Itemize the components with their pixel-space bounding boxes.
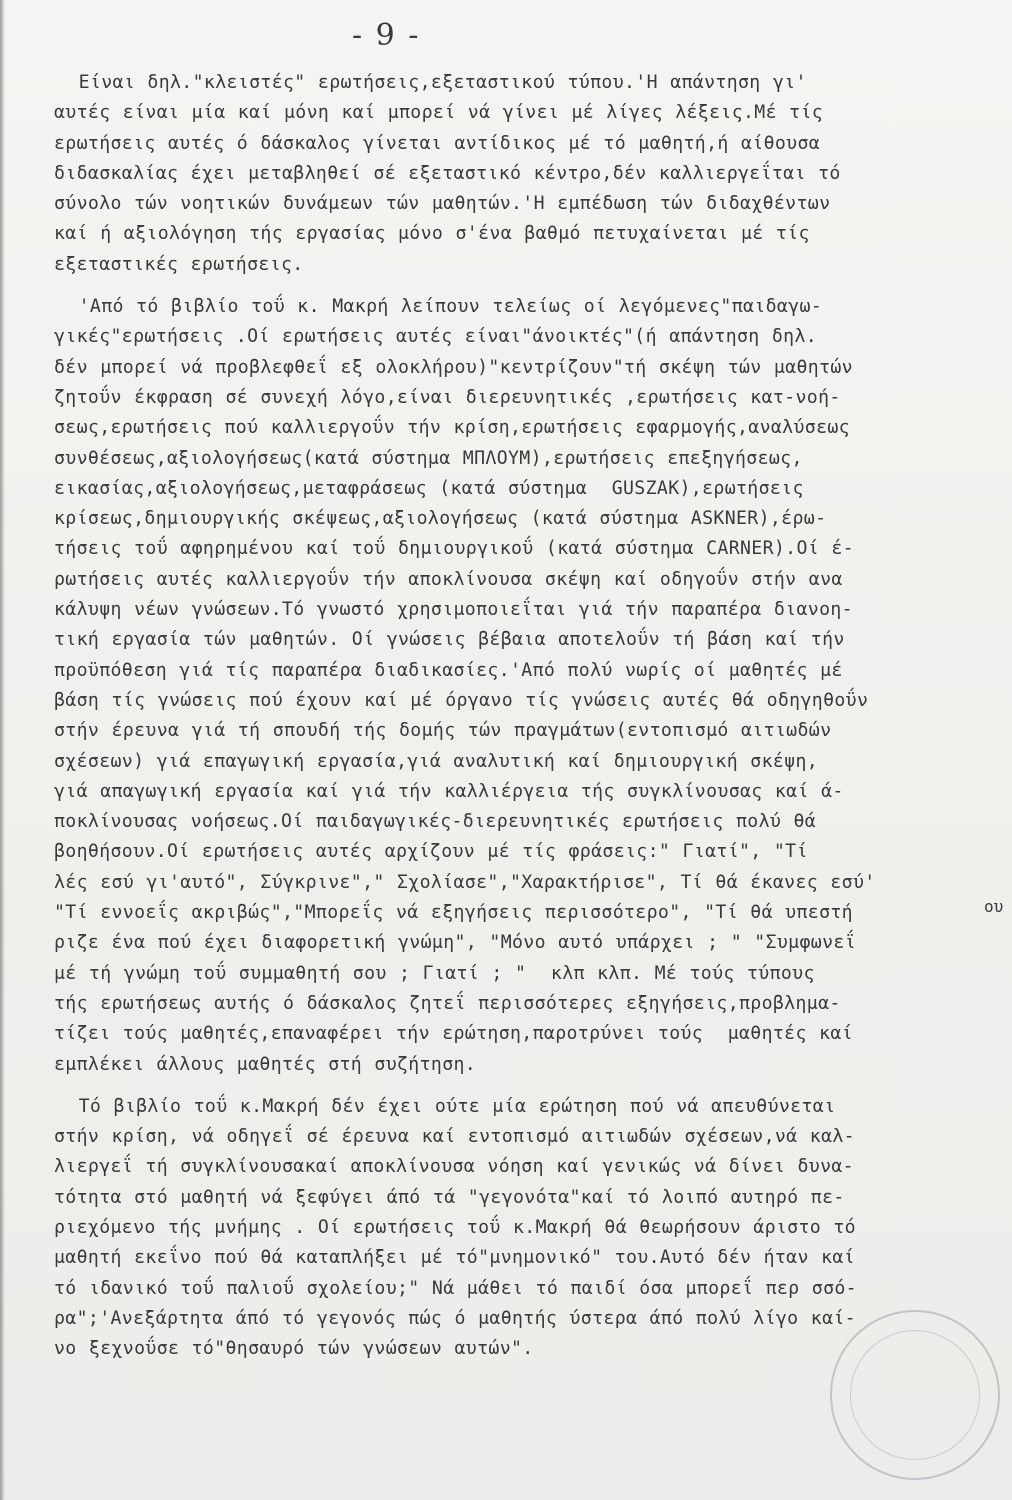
text-line: Είναι δηλ."κλειστές" ερωτήσεις,εξεταστικού τύπου.'Η απάντηση γι' <box>54 72 807 93</box>
text-line: τότητα στό μαθητή νά ξεφύγει άπό τά "γεγονότα"καί τό λοιπό αυτηρό πε- <box>54 1186 845 1208</box>
text-line: τό ιδανικό τοΰ παλιοΰ σχολείου;" Νά μάθει τό παιδί όσα μπορεΐ περ σσό- <box>54 1277 857 1299</box>
text-line: εικασίας,αξιολογήσεως,μεταφράσεως (κατά σύστημα GUSZAK),ερωτήσεις <box>54 477 804 499</box>
paragraph-closed-questions <box>54 68 974 280</box>
text-line: γικές"ερωτήσεις .Οί ερωτήσεις αυτές είναι"άνοικτές"(ή απάντηση δηλ. <box>54 326 818 348</box>
text-line: μαθητή εκεΐνο πού θά καταπλήξει μέ τό"μνημονικό" του.Αυτό δέν ήταν καί <box>54 1247 855 1269</box>
text-line: σχέσεων) γιά επαγωγική εργασία,γιά αναλυτική καί δημιουργική σκέψη, <box>54 750 819 772</box>
text-line: νο ξεχνοΰσε τό"θησαυρό τών γνώσεων αυτών". <box>54 1338 534 1360</box>
text-line: βάση τίς γνώσεις πού έχουν καί μέ όργανο τίς γνώσεις αυτές θά οδηγηθοΰν <box>54 689 869 711</box>
text-line: ποκλίνουσας νοήσεως.Οί παιδαγωγικές-διερευνητικές ερωτήσεις πολύ θά <box>54 811 817 833</box>
paragraph-pedagogical-questions <box>54 292 974 1080</box>
text-line: κρίσεως,δημιουργικής σκέψεως,αξιολογήσεως (κατά σύστημα ASKNER),έρω- <box>54 508 827 530</box>
text-line: στήν έρευνα γιά τή σπουδή τής δομής τών πραγμάτων(εντοπισμό αιτιωδών <box>54 720 832 742</box>
document-body <box>54 68 974 1364</box>
margin-note: ου <box>984 897 1004 916</box>
text-line: σεως,ερωτήσεις πού καλλιεργοΰν τήν κρίση,ερωτήσεις εφαρμογής,αναλύσεως <box>54 417 850 439</box>
text-line: 'Από τό βιβλίο τοΰ κ. Μακρή λείπουν τελείως οί λεγόμενες"παιδαγω- <box>54 296 823 318</box>
text-line: λές εσύ γι'αυτό", Σύγκρινε"," Σχολίασε","Χαρακτήρισε", Τί θά έκανες εσύ' <box>54 871 876 893</box>
text-line: δέν μπορεί νά προβλεφθεΐ εξ ολοκλήρου)"κεντρίζουν"τή σκέψη τών μαθητών <box>54 356 853 378</box>
paragraph-makris-book <box>54 1092 974 1365</box>
text-line: ρα";'Ανεξάρτητα άπό τό γεγονός πώς ό μαθητής ύστερα άπό πολύ λίγο καί- <box>54 1307 856 1329</box>
text-line: εμπλέκει άλλους μαθητές στή συζήτηση. <box>54 1053 477 1075</box>
text-line: ριεχόμενο τής μνήμης . Οί ερωτήσεις τοΰ κ.Μακρή θά θεωρήσουν άριστο τό <box>54 1216 856 1238</box>
paragraph-gap <box>54 280 974 292</box>
text-line: εξεταστικές ερωτήσεις. <box>54 253 304 275</box>
text-line: καί ή αξιολόγηση τής εργασίας μόνο σ'ένα βαθμό πετυχαίνεται μέ τίς <box>54 223 810 245</box>
text-line: τήσεις τοΰ αφηρημένου καί τοΰ δημιουργικοΰ (κατά σύστημα CARNER).Οί έ- <box>54 538 854 560</box>
text-line: σύνολο τών νοητικών δυνάμεων τών μαθητών.'Η εμπέδωση τών διδαχθέντων <box>54 193 831 215</box>
text-line: ζητοΰν έκφραση σέ συνεχή λόγο,είναι διερευνητικές ,ερωτήσεις κατ-νοή- <box>54 386 841 408</box>
text-line: βοηθήσουν.Οί ερωτήσεις αυτές αρχίζουν μέ τίς φράσεις:" Γιατί", "Τί <box>54 841 808 863</box>
text-line: μέ τή γνώμη τοΰ συμμαθητή σου ; Γιατί ; " κλπ κλπ. Μέ τούς τύπους <box>54 962 815 984</box>
text-line: γιά απαγωγική εργασία καί γιά τήν καλλιέργεια τής συγκλίνουσας καί ά- <box>54 780 844 802</box>
text-line: διδασκαλίας έχει μεταβληθεί σέ εξεταστικό κέντρο,δέν καλλιεργεΐται τό <box>54 162 841 184</box>
text-line: προϋπόθεση γιά τίς παραπέρα διαδικασίες.'Από πολύ νωρίς οί μαθητές μέ <box>54 659 843 681</box>
text-line: αυτές είναι μία καί μόνη καί μπορεί νά γίνει μέ λίγες λέξεις.Μέ τίς <box>54 102 824 124</box>
text-line: συνθέσεως,αξιολογήσεως(κατά σύστημα ΜΠΛΟΥΜ),ερωτήσεις επεξηγήσεως, <box>54 447 803 469</box>
scan-edge-shadow <box>0 0 5 1500</box>
text-line: τίζει τούς μαθητές,επαναφέρει τήν ερώτηση,παροτρύνει τούς μαθητές καί <box>54 1023 853 1045</box>
text-line: τική εργασία τών μαθητών. Οί γνώσεις βέβαια αποτελοΰν τή βάση καί τήν <box>54 629 845 651</box>
text-line: "Τί εννοεΐς ακριβώς","Μπορεΐς νά εξηγήσεις περισσότερο", "Τί θά υπεστή <box>54 902 853 924</box>
text-line: τής ερωτήσεως αυτής ό δάσκαλος ζητεΐ περισσότερες εξηγήσεις,προβλημα- <box>54 992 841 1014</box>
text-line: κάλυψη νέων γνώσεων.Τό γνωστό χρησιμοποιεΐται γιά τήν παραπέρα διανοη- <box>54 599 853 621</box>
text-line: στήν κρίση, νά οδηγεΐ σέ έρευνα καί εντοπισμό αιτιωδών σχέσεων,νά καλ- <box>54 1126 855 1148</box>
text-line: Τό βιβλίο τοΰ κ.Μακρή δέν έχει ούτε μία ερώτηση πού νά απευθύνεται <box>54 1095 836 1117</box>
text-line: ερωτήσεις αυτές ό δάσκαλος γίνεται αντίδικος μέ τό μαθητή,ή αίθουσα <box>54 132 821 154</box>
text-line: λιεργεΐ τή συγκλίνουσακαί αποκλίνουσα νόηση καί γενικώς νά δίνει δυνα- <box>54 1156 854 1178</box>
text-line: ριζε ένα πού έχει διαφορετική γνώμη", "Μόνο αυτό υπάρχει ; " "Συμφωνεΐ <box>54 932 856 954</box>
archive-stamp <box>830 1310 1000 1480</box>
text-line: ρωτήσεις αυτές καλλιεργοΰν τήν αποκλίνουσα σκέψη καί οδηγοΰν στήν ανα <box>54 568 843 590</box>
page-number: - 9 - <box>352 18 421 53</box>
paragraph-gap <box>54 1080 974 1092</box>
